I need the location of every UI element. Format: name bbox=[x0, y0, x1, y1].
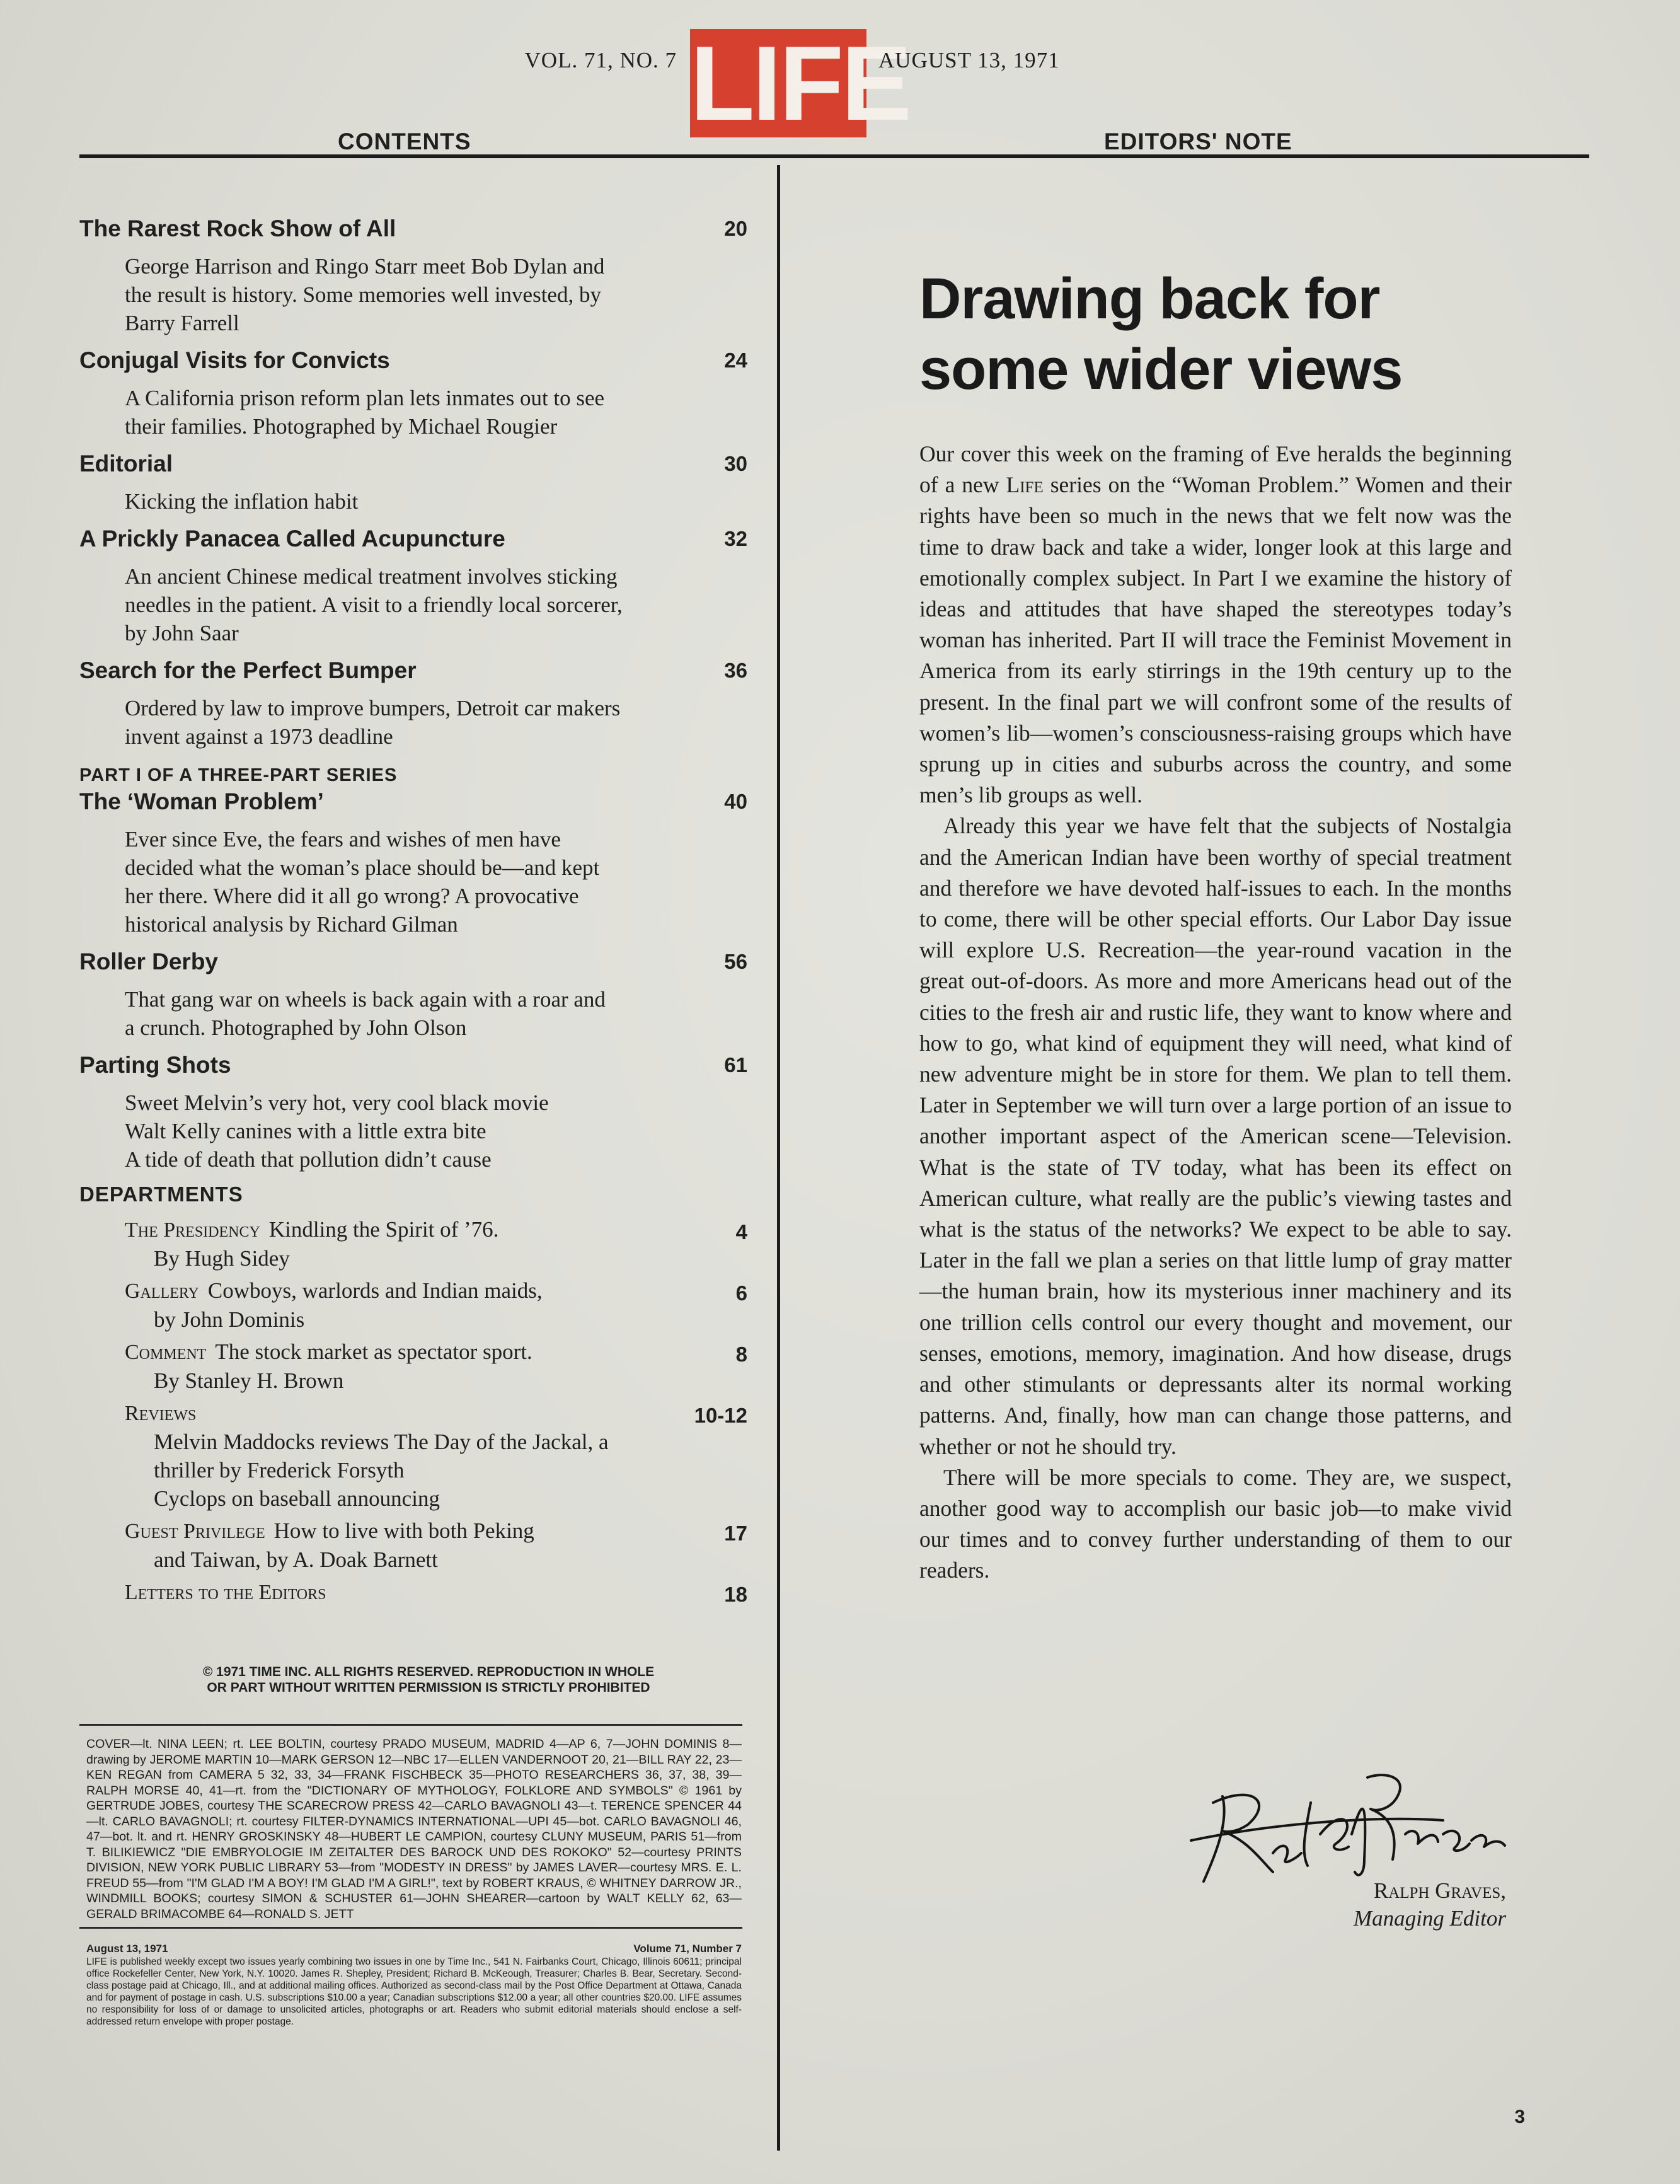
entry-page-number: 36 bbox=[724, 659, 747, 682]
photo-credits: COVER—lt. NINA LEEN; rt. LEE BOLTIN, courtesy PRADO MUSEUM, MADRID 4—AP 6, 7—JOHN DOMINIS 8—drawing by JEROME MARTIN 10—MARK GERSON 12—NBC 17—ELLEN VANDERNOOT 20, 21—BILL RAY 22, 23—KEN REGAN from CAMERA 5 32, 33, 34—FRANK FISCHBECK 35—PHOTO RESEARCHERS 36, 37, 38, 39—RALPH MORSE 40, 41—rt. from the "DICTIONARY OF MYTHOLOGY, FOLKLORE AND SYMBOLS" © 1961 by GERTRUDE JOBES, courtesy THE SCARECROW PRESS 42—CARLO BAVAGNOLI 43—t. TERENCE SPENCER 44—lt. CARLO BAVAGNOLI; rt. courtesy FILTER-DYNAMICS INTERNATIONAL—UPI 45—bot. CARLO BAVAGNOLI 46, 47—bot. lt. and rt. HENRY GROSKINSKY 48—HUBERT LE CAMPION, courtesy CLUNY MUSEUM, PARIS 51—from T. BILIKIEWICZ "DIE EMBRYOLOGIE IM ZEITALTER DES BAROCK UND DES ROKOKO" 52—courtesy PRINTS DIVISION, NEW YORK PUBLIC LIBRARY 53—from "MODESTY IN DRESS" by JAMES LAVER—courtesy MRS. E. L. FREUD 55—from "I'M GLAD I'M A BOY! I'M GLAD I'M A GIRL!", text by ROBERT KRAUS, © WHITNEY DARROW JR., WINDMILL BOOKS; courtesy SIMON & SCHUSTER 61—JOHN SHEARER—cartoon by WALT KELLY 62, 63—GERALD BRIMACOMBE 64—RONALD S. JETT bbox=[86, 1737, 742, 1921]
issue-date: AUGUST 13, 1971 bbox=[878, 48, 1060, 72]
contents-entry-header bbox=[79, 524, 747, 553]
description-line: historical analysis by Richard Gilman bbox=[125, 912, 458, 937]
department-first-line bbox=[125, 1338, 691, 1366]
entry-title: Conjugal Visits for Convicts bbox=[79, 347, 390, 373]
paragraph-text: Our cover this week on the framing of Eve heralds the beginning of a new bbox=[919, 441, 1512, 498]
entry-description bbox=[125, 384, 747, 441]
copyright-line: OR PART WITHOUT WRITTEN PERMISSION IS STRICTLY PROHIBITED bbox=[207, 1680, 650, 1695]
signer-block bbox=[1197, 1877, 1506, 1933]
entry-page-number: 40 bbox=[724, 790, 747, 813]
department-first-line bbox=[125, 1215, 691, 1244]
department-page-number: 18 bbox=[724, 1583, 747, 1606]
department-name: Gallery bbox=[125, 1280, 199, 1303]
contents-entry-header bbox=[79, 656, 747, 685]
life-logo: LIFE bbox=[690, 24, 909, 142]
copyright-line: © 1971 TIME INC. ALL RIGHTS RESERVED. REPRODUCTION IN WHOLE bbox=[202, 1665, 655, 1679]
description-line: Kicking the inflation habit bbox=[125, 489, 359, 514]
department-line: By Hugh Sidey bbox=[154, 1246, 290, 1271]
contents-entry bbox=[79, 656, 747, 751]
entry-title: The ‘Woman Problem’ bbox=[79, 789, 324, 814]
magazine-name: Life bbox=[1006, 472, 1044, 498]
description-line: by John Saar bbox=[125, 621, 239, 645]
department-description: Kindling the Spirit of ’76. bbox=[268, 1217, 499, 1242]
publication-rule bbox=[79, 1927, 742, 1929]
contents-entry-header bbox=[79, 346, 747, 375]
entry-title: Roller Derby bbox=[79, 949, 219, 974]
description-line: George Harrison and Ringo Starr meet Bob Dylan and bbox=[125, 254, 605, 279]
department-page-number: 17 bbox=[724, 1522, 747, 1545]
body-paragraph: There will be more specials to come. They are, we suspect, another good way to accomplish our basic job—to make vivid our times and to convey further understanding of them to our readers. bbox=[919, 1464, 1512, 1583]
entry-title: Parting Shots bbox=[79, 1052, 231, 1078]
body-paragraph bbox=[919, 439, 1512, 811]
department-line: thriller by Frederick Forsyth bbox=[154, 1458, 405, 1482]
description-line: decided what the woman’s place should be—and kept bbox=[125, 855, 600, 880]
series-kicker: PART I OF A THREE-PART SERIES bbox=[79, 765, 398, 785]
credits-rule bbox=[79, 1724, 742, 1726]
publication-info: LIFE is published weekly except two issues yearly combining two issues in one by Time Inc., 541 N. Fairbanks Court, Chicago, Illinois 60611; principal office Rockefeller Center, New York, N.Y. 10020. James R. Shepley, President; Richard B. McKeough, Treasurer; Charles B. Bear, Secretary. Second-class postage paid at Chicago, Ill., and at additional mailing offices. Authorized as second-class mail by the Post Office Department at Ottawa, Canada and for payment of postage in cash. U.S. subscriptions $10.00 a year; Canadian subscriptions $12.00 a year; all other countries $20.00. LIFE assumes no responsibility for loss of or damage to unsolicited articles, photographs or art. Readers who submit editorial materials should enclose a self-addressed return envelope with proper postage. bbox=[86, 1956, 742, 2027]
description-line: Ordered by law to improve bumpers, Detroit car makers bbox=[125, 696, 621, 720]
department-name: Reviews bbox=[125, 1402, 197, 1425]
description-line: A California prison reform plan lets inmates out to see bbox=[125, 386, 605, 410]
description-line: A tide of death that pollution didn’t cause bbox=[125, 1147, 492, 1172]
entry-description bbox=[125, 985, 747, 1042]
headline-line: Drawing back for bbox=[919, 267, 1380, 331]
departments-list bbox=[79, 1215, 747, 1607]
department-first-line bbox=[125, 1517, 691, 1546]
entry-page-number: 56 bbox=[724, 950, 747, 973]
body-paragraph: Already this year we have felt that the subjects of Nostalgia and the American Indian have been worthy of special treatment and therefore we have devoted half-issues to each. In the months to come, there will be other special efforts. Our Labor Day issue will explore U.S. Recreation—the year-round vacation in the great out-of-doors. As more and more Americans head out of the cities to the fresh air and rustic life, they want to know where and how to go, what kind of equipment they will need, what kind of new adventure might be in store for them. We plan to tell them. Later in September we will turn over a large portion of an issue to another important aspect of the American scene—Television. What is the state of TV today, what has been its effect on American culture, what really are the public’s viewing tastes and what is the status of the networks? We expect to be able to say. Later in the fall we plan a series on that little lump of gray matter—the human brain, how its mysterious inner machinery and its one trillion cells control our every thought and movement, our senses, emotions, memory, imagination. And how disease, drugs and other stimulants or depressants alter its normal working patterns. And, finally, how man can change those patterns, and whether or not he should try. bbox=[919, 813, 1512, 1459]
header-rule bbox=[79, 154, 1589, 158]
department-line: By Stanley H. Brown bbox=[154, 1368, 344, 1393]
entry-description bbox=[125, 487, 747, 516]
signer-name: Ralph Graves, bbox=[1373, 1878, 1506, 1903]
contents-entry bbox=[79, 524, 747, 647]
description-line: the result is history. Some memories well invested, by bbox=[125, 282, 601, 307]
department-line: Cyclops on baseball announcing bbox=[154, 1486, 440, 1511]
description-line: needles in the patient. A visit to a friendly local sorcerer, bbox=[125, 592, 623, 617]
department-first-line bbox=[125, 1399, 691, 1428]
entry-title: A Prickly Panacea Called Acupuncture bbox=[79, 526, 505, 552]
department-name: Guest Privilege bbox=[125, 1520, 265, 1543]
department-page-number: 8 bbox=[735, 1343, 747, 1366]
editors-note-headline bbox=[919, 263, 1537, 405]
column-divider bbox=[777, 165, 780, 2151]
description-line: a crunch. Photographed by John Olson bbox=[125, 1015, 467, 1040]
publication-meta bbox=[86, 1943, 742, 1955]
department-name: Letters to the Editors bbox=[125, 1581, 326, 1604]
table-of-contents bbox=[79, 214, 747, 1610]
contents-entry-header bbox=[79, 449, 747, 478]
department-name: Comment bbox=[125, 1341, 207, 1364]
department-line: by John Dominis bbox=[154, 1307, 305, 1332]
description-line: An ancient Chinese medical treatment involves sticking bbox=[125, 564, 618, 589]
contents-entry bbox=[79, 763, 747, 939]
contents-heading: CONTENTS bbox=[338, 129, 471, 154]
volume-number: VOL. 71, NO. 7 bbox=[524, 48, 677, 72]
description-line: their families. Photographed by Michael Rougier bbox=[125, 414, 558, 439]
description-line: Ever since Eve, the fears and wishes of men have bbox=[125, 827, 561, 852]
contents-entry bbox=[79, 346, 747, 441]
contents-entry bbox=[79, 1051, 747, 1174]
department-line: Melvin Maddocks reviews The Day of the Jackal, a bbox=[154, 1430, 609, 1454]
department-page-number: 4 bbox=[735, 1220, 747, 1244]
entry-description bbox=[125, 694, 747, 751]
entry-page-number: 32 bbox=[724, 527, 747, 550]
description-line: That gang war on wheels is back again with a roar and bbox=[125, 987, 606, 1012]
entry-description bbox=[125, 252, 747, 337]
contents-entry-header bbox=[79, 1051, 747, 1080]
department-page-number: 6 bbox=[735, 1281, 747, 1305]
publication-volume: Volume 71, Number 7 bbox=[633, 1943, 742, 1955]
department-description: The stock market as spectator sport. bbox=[215, 1339, 532, 1364]
department-line: and Taiwan, by A. Doak Barnett bbox=[154, 1547, 438, 1572]
contents-entry-header bbox=[79, 214, 747, 243]
publication-date: August 13, 1971 bbox=[86, 1943, 168, 1955]
department-item bbox=[125, 1578, 747, 1607]
contents-entry bbox=[79, 214, 747, 337]
entry-title: Editorial bbox=[79, 451, 173, 477]
departments-heading: DEPARTMENTS bbox=[79, 1182, 243, 1206]
entry-page-number: 30 bbox=[724, 452, 747, 475]
paragraph-text: series on the “Woman Problem.” Women and their rights have been so much in the news that we felt now was the time to draw back and take a wider, longer look at this large and emotionally complex subject. In Part I we examine the history of ideas and attitudes that have shaped the stereotypes today’s woman has inherited. Part II will trace the Feminist Movement in America from its early stirrings in the 19th century up to the present. In the final part we will confront some of the results of women’s lib—women’s consciousness-raising groups which have sprung up in cities and suburbs across the country, and some men’s lib groups as well. bbox=[919, 472, 1512, 808]
entry-page-number: 24 bbox=[724, 349, 747, 372]
department-item bbox=[125, 1517, 747, 1574]
description-line: invent against a 1973 deadline bbox=[125, 724, 393, 749]
entry-title: The Rarest Rock Show of All bbox=[79, 216, 396, 241]
department-item bbox=[125, 1338, 747, 1395]
department-description: Cowboys, warlords and Indian maids, bbox=[207, 1278, 543, 1303]
description-line: Sweet Melvin’s very hot, very cool black movie bbox=[125, 1090, 549, 1115]
contents-entry-header bbox=[79, 947, 747, 976]
contents-entry bbox=[79, 947, 747, 1042]
department-first-line bbox=[125, 1578, 691, 1607]
entry-page-number: 20 bbox=[724, 217, 747, 240]
department-first-line bbox=[125, 1276, 691, 1305]
description-line: her there. Where did it all go wrong? A provocative bbox=[125, 884, 579, 908]
entry-description bbox=[125, 562, 747, 647]
signer-title: Managing Editor bbox=[1353, 1906, 1506, 1931]
department-page-number: 10-12 bbox=[694, 1404, 747, 1427]
entry-description bbox=[125, 1089, 747, 1174]
entry-page-number: 61 bbox=[724, 1053, 747, 1077]
contents-entry bbox=[79, 449, 747, 516]
department-description: How to live with both Peking bbox=[273, 1518, 534, 1543]
description-line: Barry Farrell bbox=[125, 311, 239, 335]
editors-note-body bbox=[919, 439, 1512, 1586]
copyright-notice bbox=[139, 1664, 718, 1696]
contents-entries bbox=[79, 214, 747, 1174]
department-item bbox=[125, 1276, 747, 1334]
page-number: 3 bbox=[1514, 2106, 1525, 2127]
entry-description bbox=[125, 825, 747, 939]
department-item bbox=[125, 1215, 747, 1273]
editors-note-heading: EDITORS' NOTE bbox=[1104, 129, 1292, 154]
entry-title: Search for the Perfect Bumper bbox=[79, 657, 417, 683]
contents-entry-header bbox=[79, 787, 747, 816]
headline-line: some wider views bbox=[919, 337, 1403, 402]
description-line: Walt Kelly canines with a little extra bite bbox=[125, 1119, 486, 1143]
department-item bbox=[125, 1399, 747, 1513]
department-name: The Presidency bbox=[125, 1218, 260, 1242]
